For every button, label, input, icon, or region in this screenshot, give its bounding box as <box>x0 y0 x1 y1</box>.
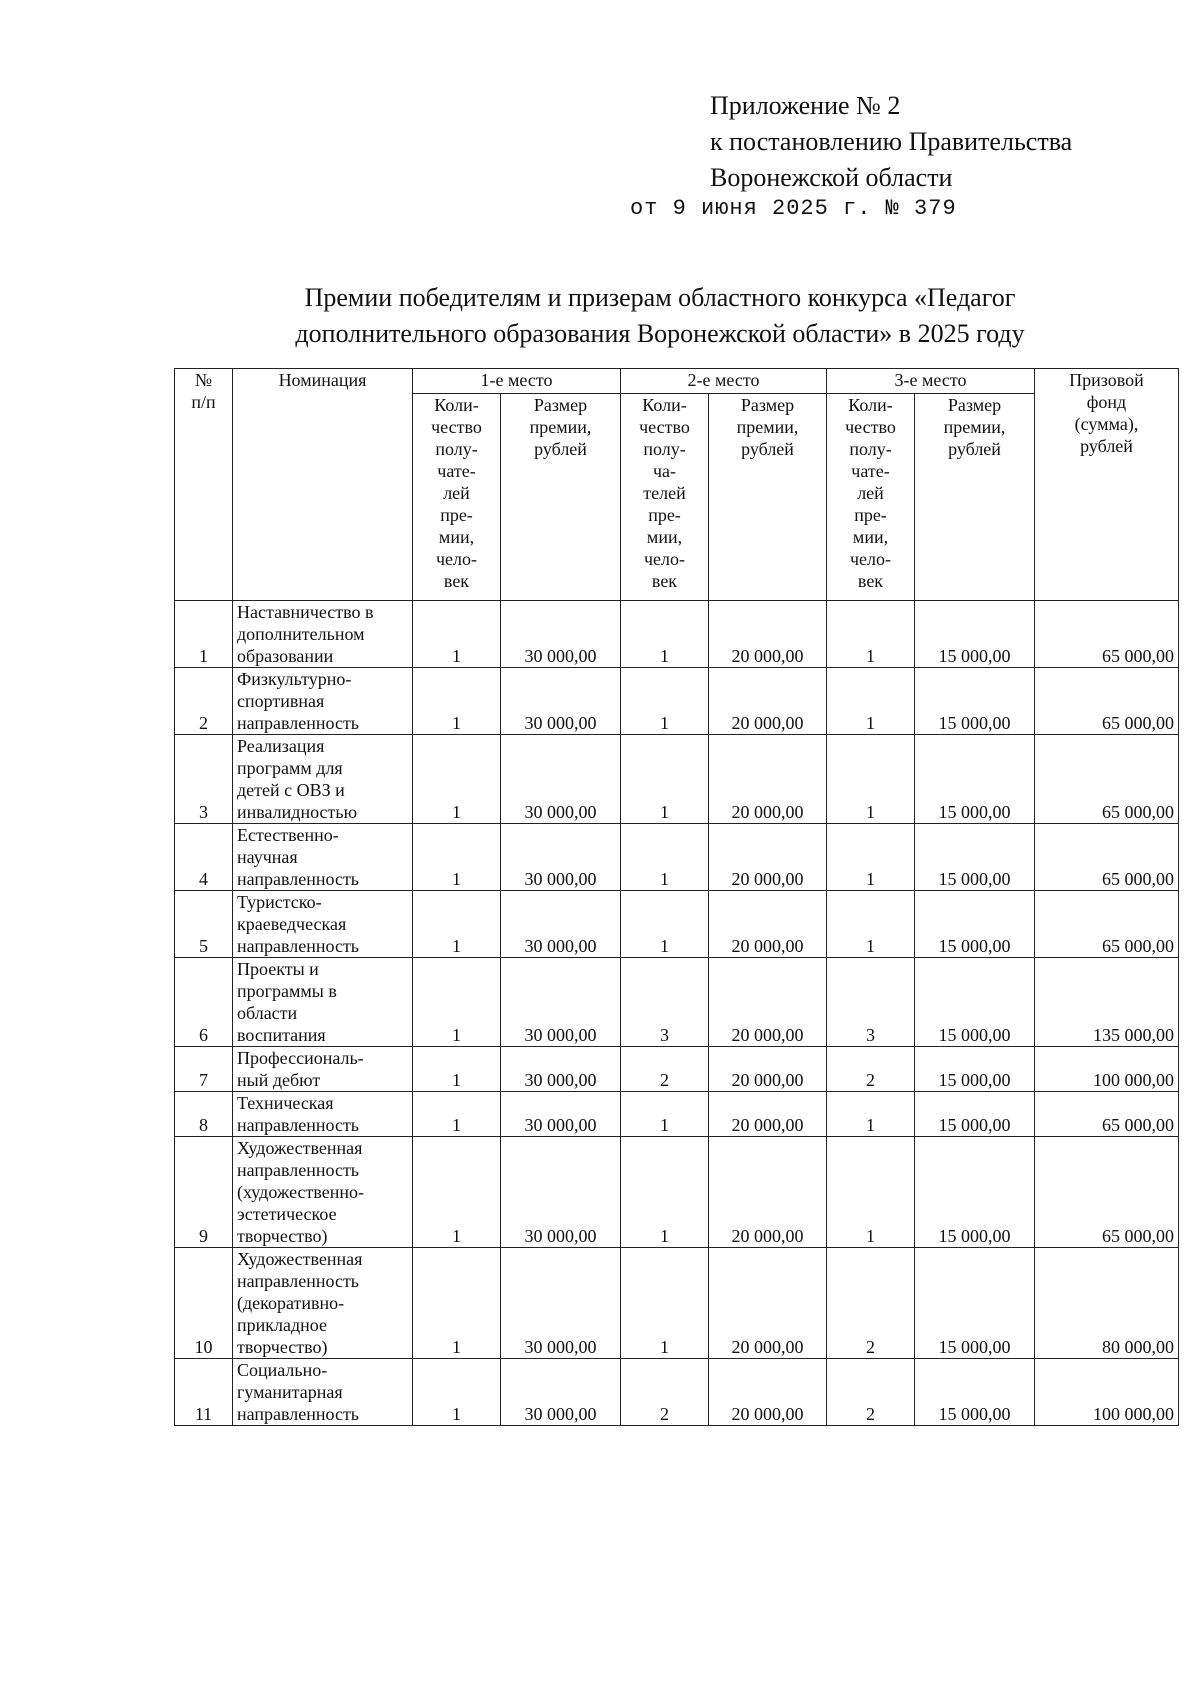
place-3-amount: 15 000,00 <box>915 1092 1035 1137</box>
place-3-count: 1 <box>827 824 915 891</box>
place-1-amount: 30 000,00 <box>501 1092 621 1137</box>
place-2-amount: 20 000,00 <box>709 891 827 958</box>
place-1-count: 1 <box>413 1137 501 1248</box>
row-nomination: Реализация программ для детей с ОВЗ и инвалидностью <box>233 735 413 824</box>
row-nomination: Естественно- научная направленность <box>233 824 413 891</box>
place-3-amount: 15 000,00 <box>915 1137 1035 1248</box>
header-count-place-2: Коли- чество полу- ча- телей пре- мии, чело- век <box>621 394 709 601</box>
place-1-amount: 30 000,00 <box>501 1248 621 1359</box>
place-1-count: 1 <box>413 668 501 735</box>
title-line-1: Премии победителям и призерам областного конкурса «Педагог <box>304 283 1016 312</box>
place-1-count: 1 <box>413 601 501 668</box>
prize-fund-total: 80 000,00 <box>1035 1248 1179 1359</box>
header-place-3: 3-е место <box>827 369 1035 394</box>
place-1-amount: 30 000,00 <box>501 668 621 735</box>
prize-fund-total: 65 000,00 <box>1035 601 1179 668</box>
place-2-count: 1 <box>621 1092 709 1137</box>
header-prize-fund: Призовой фонд (сумма), рублей <box>1035 369 1179 601</box>
table-row <box>175 735 1179 824</box>
row-nomination: Художественная направленность (декоративно- прикладное творчество) <box>233 1248 413 1359</box>
place-3-count: 1 <box>827 1092 915 1137</box>
place-2-amount: 20 000,00 <box>709 824 827 891</box>
header-nomination: Номинация <box>233 369 413 601</box>
place-2-amount: 20 000,00 <box>709 1248 827 1359</box>
header-amount-place-3: Размер премии, рублей <box>915 394 1035 601</box>
place-3-amount: 15 000,00 <box>915 824 1035 891</box>
decree-date-number: от 9 июня 2025 г. № 379 <box>630 196 957 221</box>
prize-fund-total: 100 000,00 <box>1035 1359 1179 1426</box>
row-number: 2 <box>175 668 233 735</box>
place-3-count: 2 <box>827 1359 915 1426</box>
row-number: 5 <box>175 891 233 958</box>
place-2-count: 1 <box>621 1137 709 1248</box>
row-number: 1 <box>175 601 233 668</box>
row-nomination: Наставничество в дополнительном образовании <box>233 601 413 668</box>
row-nomination: Художественная направленность (художественно- эстетическое творчество) <box>233 1137 413 1248</box>
header-count-place-3: Коли- чество полу- чате- лей пре- мии, чело- век <box>827 394 915 601</box>
row-number: 6 <box>175 958 233 1047</box>
header-place-1: 1-е место <box>413 369 621 394</box>
place-2-amount: 20 000,00 <box>709 735 827 824</box>
place-3-count: 1 <box>827 1137 915 1248</box>
place-3-count: 1 <box>827 891 915 958</box>
place-3-count: 3 <box>827 958 915 1047</box>
row-number: 4 <box>175 824 233 891</box>
row-number: 7 <box>175 1047 233 1092</box>
table-row <box>175 668 1179 735</box>
place-1-amount: 30 000,00 <box>501 1137 621 1248</box>
prize-fund-total: 65 000,00 <box>1035 891 1179 958</box>
place-2-count: 1 <box>621 735 709 824</box>
prize-fund-total: 100 000,00 <box>1035 1047 1179 1092</box>
place-2-amount: 20 000,00 <box>709 1137 827 1248</box>
place-3-count: 1 <box>827 668 915 735</box>
place-3-count: 2 <box>827 1047 915 1092</box>
place-1-amount: 30 000,00 <box>501 891 621 958</box>
header-number: № п/п <box>175 369 233 601</box>
place-1-count: 1 <box>413 891 501 958</box>
place-2-amount: 20 000,00 <box>709 1047 827 1092</box>
place-2-amount: 20 000,00 <box>709 958 827 1047</box>
place-2-count: 2 <box>621 1047 709 1092</box>
place-2-amount: 20 000,00 <box>709 1359 827 1426</box>
prize-fund-total: 65 000,00 <box>1035 824 1179 891</box>
place-3-amount: 15 000,00 <box>915 735 1035 824</box>
place-2-amount: 20 000,00 <box>709 601 827 668</box>
title-line-2: дополнительного образования Воронежской области» в 2025 году <box>295 319 1025 348</box>
place-1-count: 1 <box>413 1092 501 1137</box>
place-1-amount: 30 000,00 <box>501 958 621 1047</box>
table-row <box>175 1092 1179 1137</box>
row-number: 9 <box>175 1137 233 1248</box>
header-count-place-1: Коли- чество полу- чате- лей пре- мии, чело- век <box>413 394 501 601</box>
place-2-amount: 20 000,00 <box>709 668 827 735</box>
row-nomination: Профессиональ- ный дебют <box>233 1047 413 1092</box>
place-1-count: 1 <box>413 735 501 824</box>
place-2-count: 1 <box>621 824 709 891</box>
table-row <box>175 601 1179 668</box>
prize-fund-total: 65 000,00 <box>1035 668 1179 735</box>
place-3-amount: 15 000,00 <box>915 1047 1035 1092</box>
row-nomination: Техническая направленность <box>233 1092 413 1137</box>
prizes-table <box>174 368 1179 1426</box>
row-nomination: Проекты и программы в области воспитания <box>233 958 413 1047</box>
appendix-block <box>710 88 1072 196</box>
prize-fund-total: 65 000,00 <box>1035 735 1179 824</box>
place-3-amount: 15 000,00 <box>915 891 1035 958</box>
table-row <box>175 1248 1179 1359</box>
header-amount-place-2: Размер премии, рублей <box>709 394 827 601</box>
place-1-count: 1 <box>413 1248 501 1359</box>
place-1-amount: 30 000,00 <box>501 735 621 824</box>
table-row <box>175 1137 1179 1248</box>
place-3-count: 1 <box>827 735 915 824</box>
place-3-count: 1 <box>827 601 915 668</box>
document-title <box>220 280 1100 352</box>
place-3-count: 2 <box>827 1248 915 1359</box>
place-3-amount: 15 000,00 <box>915 1359 1035 1426</box>
table-row <box>175 1359 1179 1426</box>
table-row <box>175 891 1179 958</box>
prize-fund-total: 65 000,00 <box>1035 1137 1179 1248</box>
place-2-count: 1 <box>621 1248 709 1359</box>
place-3-amount: 15 000,00 <box>915 668 1035 735</box>
row-nomination: Социально- гуманитарная направленность <box>233 1359 413 1426</box>
row-nomination: Туристско- краеведческая направленность <box>233 891 413 958</box>
place-3-amount: 15 000,00 <box>915 601 1035 668</box>
header-place-2: 2-е место <box>621 369 827 394</box>
row-number: 8 <box>175 1092 233 1137</box>
place-3-amount: 15 000,00 <box>915 1248 1035 1359</box>
header-amount-place-1: Размер премии, рублей <box>501 394 621 601</box>
prizes-table-body <box>175 601 1179 1426</box>
table-row <box>175 1047 1179 1092</box>
place-1-count: 1 <box>413 958 501 1047</box>
place-1-count: 1 <box>413 1359 501 1426</box>
place-1-count: 1 <box>413 1047 501 1092</box>
table-row <box>175 958 1179 1047</box>
prize-fund-total: 135 000,00 <box>1035 958 1179 1047</box>
appendix-number: Приложение № 2 <box>710 91 901 120</box>
row-number: 11 <box>175 1359 233 1426</box>
place-1-count: 1 <box>413 824 501 891</box>
table-row <box>175 824 1179 891</box>
place-2-count: 1 <box>621 668 709 735</box>
row-number: 3 <box>175 735 233 824</box>
place-2-count: 3 <box>621 958 709 1047</box>
row-number: 10 <box>175 1248 233 1359</box>
appendix-region: Воронежской области <box>710 163 953 192</box>
place-2-amount: 20 000,00 <box>709 1092 827 1137</box>
place-2-count: 1 <box>621 891 709 958</box>
place-2-count: 1 <box>621 601 709 668</box>
appendix-ref: к постановлению Правительства <box>710 127 1073 156</box>
place-1-amount: 30 000,00 <box>501 601 621 668</box>
prize-fund-total: 65 000,00 <box>1035 1092 1179 1137</box>
place-1-amount: 30 000,00 <box>501 1359 621 1426</box>
place-2-count: 2 <box>621 1359 709 1426</box>
place-1-amount: 30 000,00 <box>501 1047 621 1092</box>
place-3-amount: 15 000,00 <box>915 958 1035 1047</box>
row-nomination: Физкультурно- спортивная направленность <box>233 668 413 735</box>
place-1-amount: 30 000,00 <box>501 824 621 891</box>
